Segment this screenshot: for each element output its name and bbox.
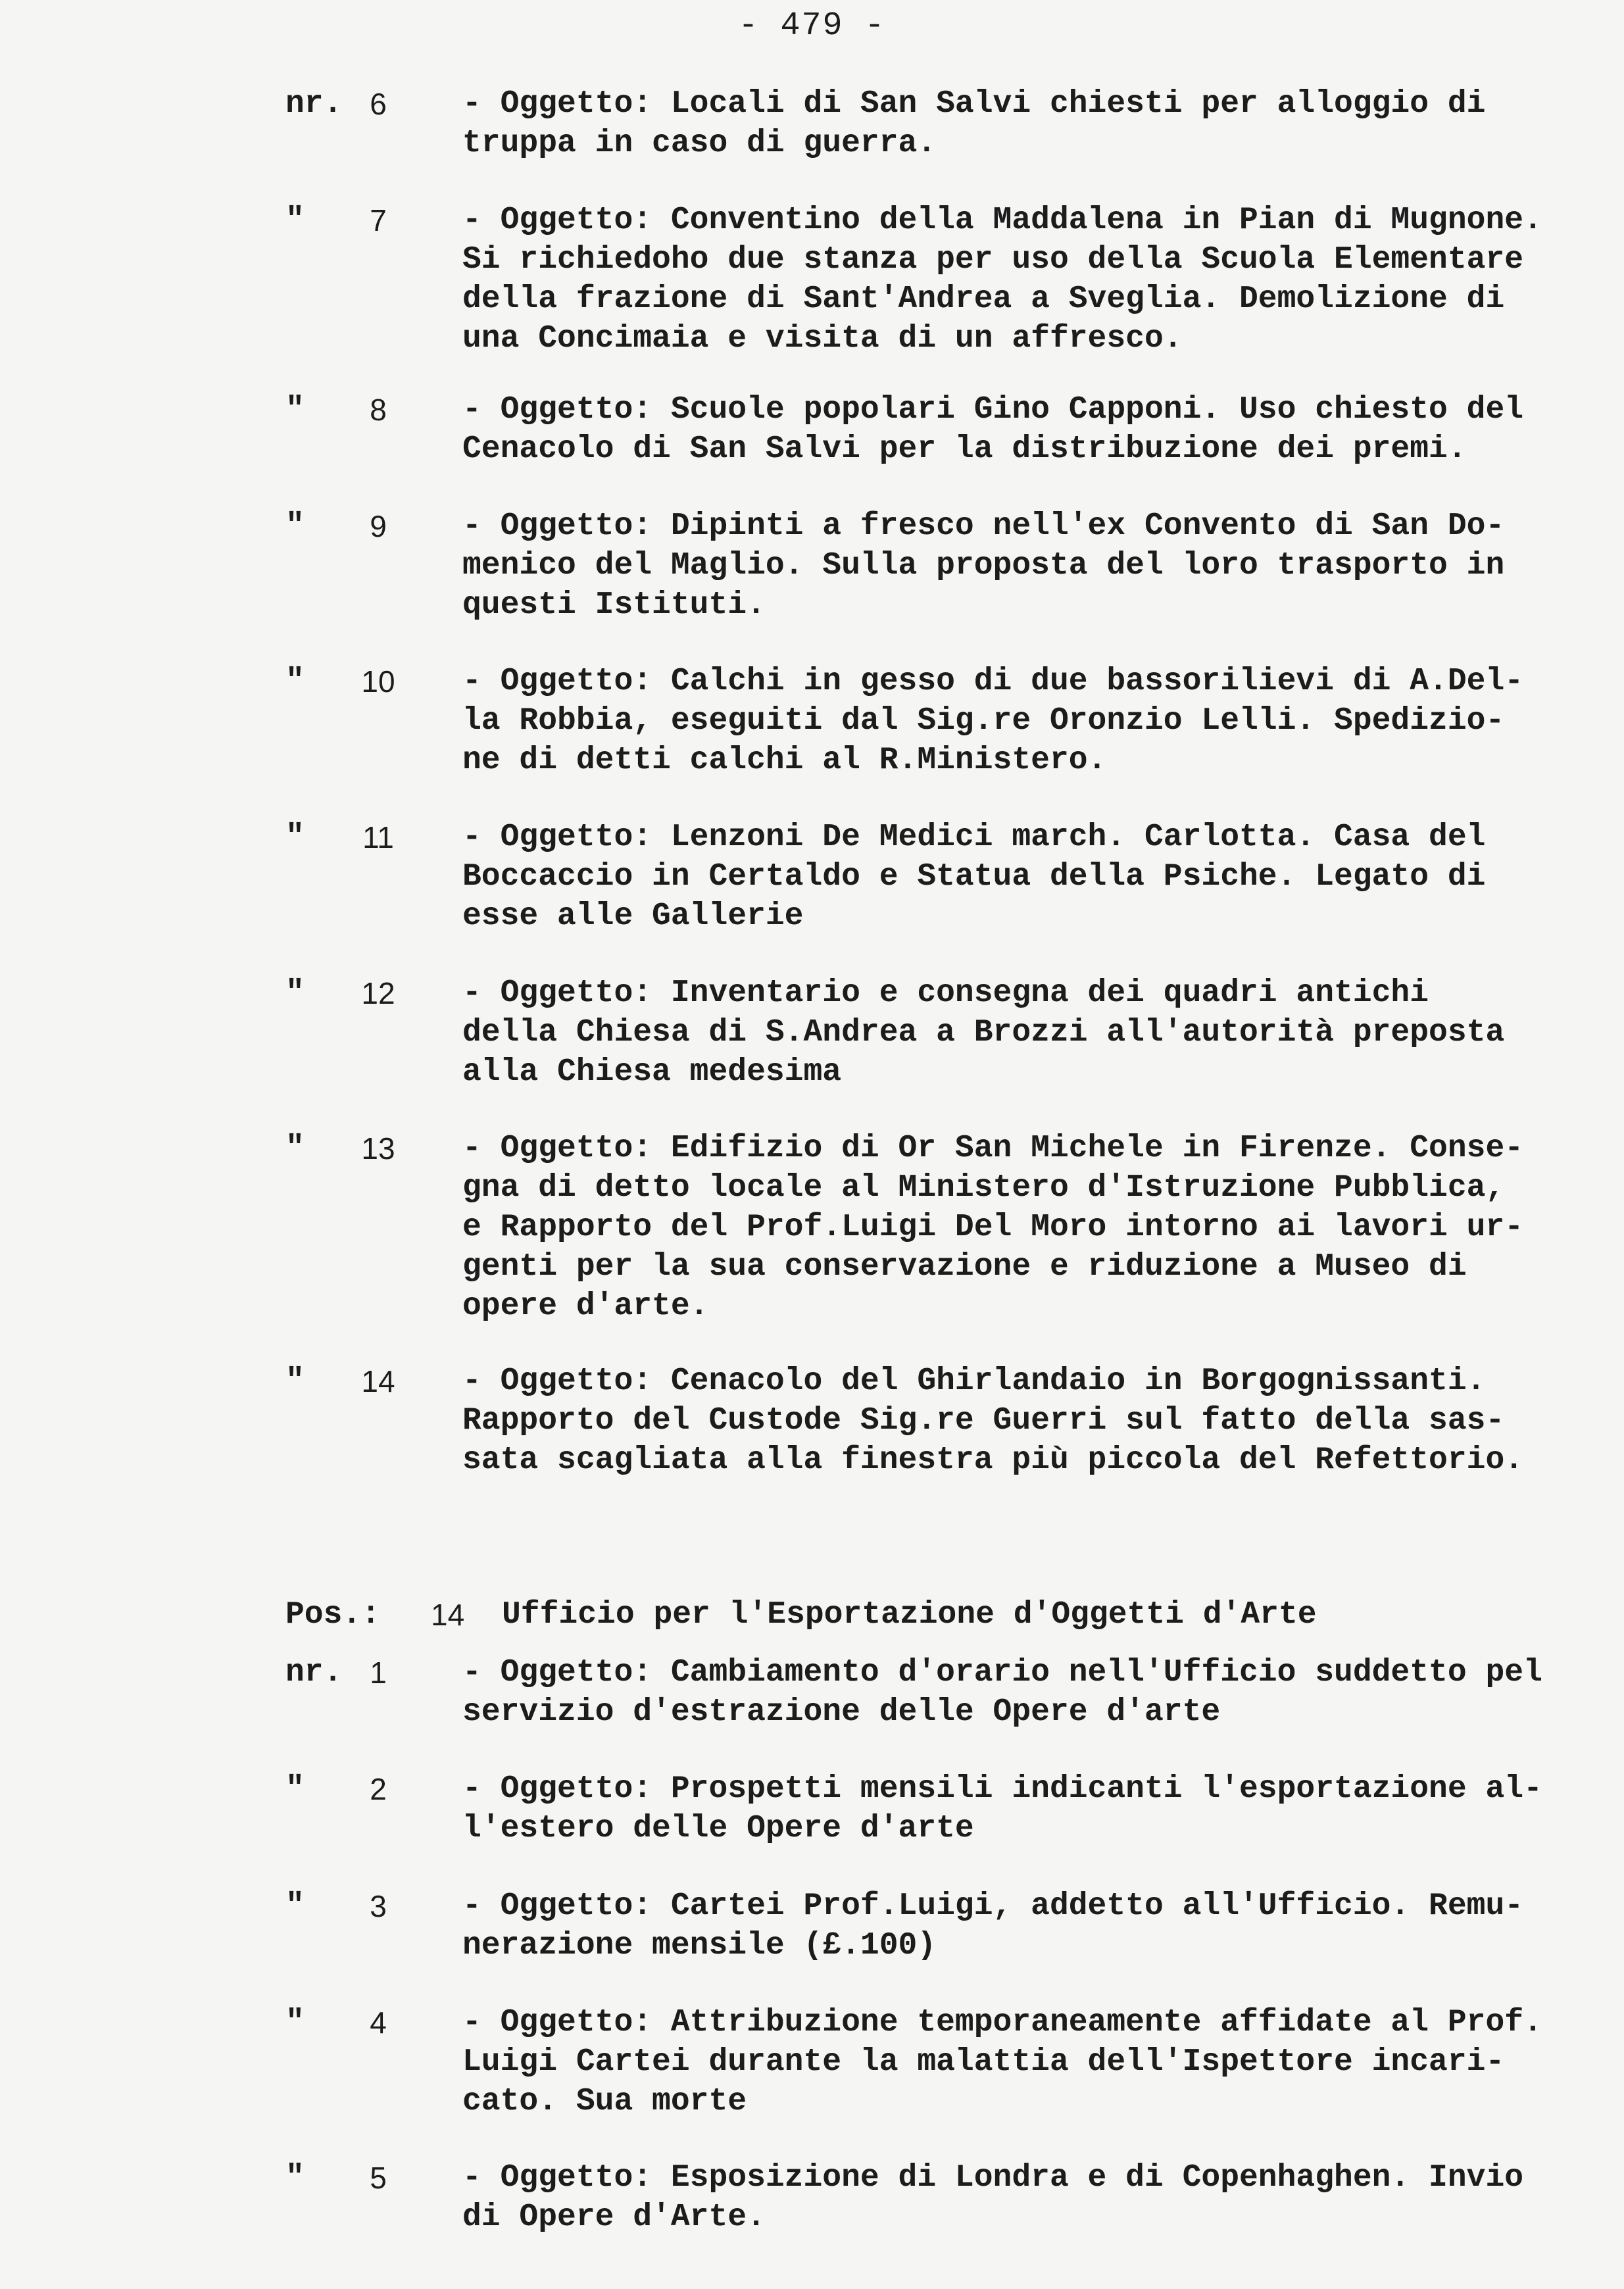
entry-number: 13: [361, 1131, 395, 1166]
entry-number: 12: [361, 976, 395, 1010]
entry-text: - Oggetto: Cambiamento d'orario nell'Ufficio suddetto pel servizio d'estrazione delle Opere d'arte: [462, 1655, 1542, 1730]
entry-number: 1: [370, 1656, 387, 1690]
entry-prefix: ": [285, 1888, 305, 1924]
entry-text: - Oggetto: Prospetti mensili indicanti l'esportazione al- l'estero delle Opere d'arte: [462, 1771, 1542, 1846]
entry-prefix: ": [285, 1131, 305, 1166]
entry-text: - Oggetto: Edifizio di Or San Michele in Firenze. Conse- gna di detto locale al Ministero d'Istruzione Pubblica, e Rapporto del Prof.Luigi Del Moro intorno ai lavori ur- genti per la sua conservazione e riduzione a Museo di opere d'arte.: [462, 1131, 1524, 1324]
entry-text: - Oggetto: Scuole popolari Gino Capponi. Uso chiesto del Cenacolo di San Salvi per la distribuzione dei premi.: [462, 392, 1524, 467]
entry-prefix: ": [285, 508, 305, 544]
entry-number: 5: [370, 2161, 387, 2195]
entry-text: - Oggetto: Dipinti a fresco nell'ex Convento di San Do- menico del Maglio. Sulla proposta del loro trasporto in questi Istituti.: [462, 508, 1505, 623]
entry-text: - Oggetto: Conventino della Maddalena in Pian di Mugnone. Si richiedoho due stanza per uso della Scuola Elementare della frazione di Sant'Andrea a Sveglia. Demolizione di una Concimaia e visita di un affresco.: [462, 203, 1542, 357]
entry-prefix: ": [285, 2005, 305, 2040]
entry-prefix: ": [285, 664, 305, 699]
entry-prefix: ": [285, 2160, 305, 2196]
section-number: 14: [431, 1598, 465, 1632]
entry-number: 14: [361, 1364, 395, 1398]
entry-prefix: ": [285, 975, 305, 1011]
entry-number: 10: [361, 664, 395, 699]
entry-text: - Oggetto: Calchi in gesso di due bassorilievi di A.Del- la Robbia, eseguiti dal Sig.re Oronzio Lelli. Spedizio- ne di detti calchi al R.Ministero.: [462, 664, 1524, 778]
entry-number: 2: [370, 1772, 387, 1806]
section-heading: [0, 1595, 1624, 1635]
entry-number: 9: [370, 509, 387, 543]
entry-text: - Oggetto: Cartei Prof.Luigi, addetto all'Ufficio. Remu- nerazione mensile (£.100): [462, 1888, 1524, 1963]
entry-prefix: ": [285, 820, 305, 855]
entry-prefix: ": [285, 1771, 305, 1807]
entry-text: - Oggetto: Lenzoni De Medici march. Carlotta. Casa del Boccaccio in Certaldo e Statua della Psiche. Legato di esse alle Gallerie: [462, 820, 1486, 934]
entry-text: - Oggetto: Locali di San Salvi chiesti per alloggio di truppa in caso di guerra.: [462, 86, 1486, 161]
entry-number: 6: [370, 87, 387, 121]
entry-prefix: nr.: [285, 86, 343, 122]
page-number: - 479 -: [738, 7, 886, 45]
entry-number: 4: [370, 2006, 387, 2040]
entry-text: - Oggetto: Esposizione di Londra e di Copenhaghen. Invio di Opere d'Arte.: [462, 2160, 1524, 2235]
entry-prefix: ": [285, 1364, 305, 1399]
entry-number: 11: [362, 820, 394, 854]
entry-text: - Oggetto: Attribuzione temporaneamente affidate al Prof. Luigi Cartei durante la malattia dell'Ispettore incari- cato. Sua morte: [462, 2005, 1542, 2119]
entry-prefix: ": [285, 392, 305, 428]
entry-number: 3: [370, 1889, 387, 1923]
entry-prefix: nr.: [285, 1655, 343, 1690]
entry-number: 8: [370, 393, 387, 427]
entry-number: 7: [370, 203, 387, 237]
section-title: Ufficio per l'Esportazione d'Oggetti d'Arte: [502, 1597, 1317, 1633]
entry-text: - Oggetto: Inventario e consegna dei quadri antichi della Chiesa di S.Andrea a Brozzi all'autorità preposta alla Chiesa medesima: [462, 975, 1505, 1090]
section-label: Pos.:: [285, 1597, 381, 1633]
entry-prefix: ": [285, 203, 305, 238]
entry-text: - Oggetto: Cenacolo del Ghirlandaio in Borgognissanti. Rapporto del Custode Sig.re Guerri sul fatto della sas- sata scagliata alla finestra più piccola del Refettorio.: [462, 1364, 1524, 1478]
